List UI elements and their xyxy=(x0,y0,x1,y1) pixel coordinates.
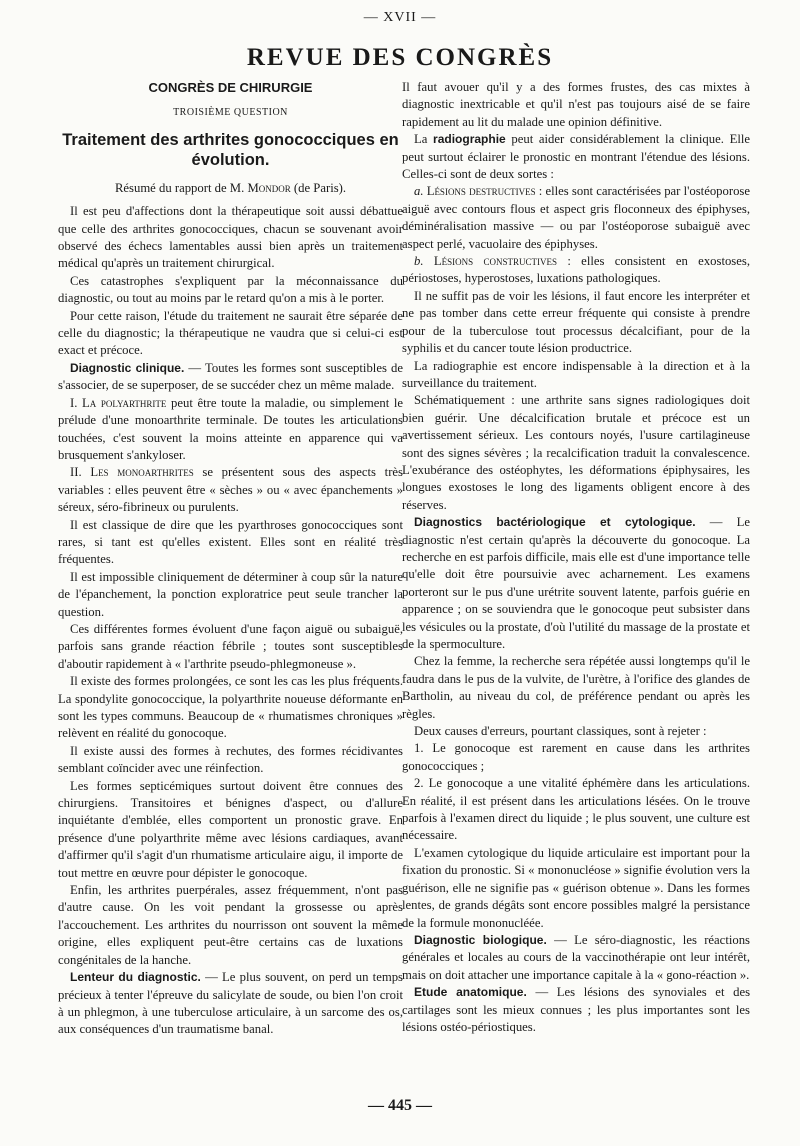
paragraph: La radiographie est encore indispensable à la direction et à la surveillance du traitement. xyxy=(402,358,750,390)
paragraph: Il est impossible cliniquement de déterminer à coup sûr la nature de l'épanchement, la ponction exploratrice peut seule trancher la question. xyxy=(58,569,403,619)
paragraph xyxy=(58,360,403,395)
summary-suffix: (de Paris). xyxy=(290,180,347,195)
small-caps-term: Lésions constructives xyxy=(433,254,557,269)
paragraph xyxy=(402,932,750,984)
paragraph: L'examen cytologique du liquide articulaire est important pour la fixation du pronostic. Si « mononucléose » signifie évolution vers la guérison, elle ne signifie pas « guérison obtenue ». Dans les formes lentes, de grands dégâts sont encore possibles malgré la persistance de la formule mononucléée. xyxy=(402,845,750,930)
paragraph xyxy=(58,395,403,465)
paragraph xyxy=(402,984,750,1036)
subheading: Lenteur du diagnostic. xyxy=(70,970,201,985)
paragraph xyxy=(402,253,750,288)
subheading: Diagnostic clinique. xyxy=(70,360,185,375)
article-title: Traitement des arthrites gonococciques en évolution. xyxy=(62,130,399,169)
small-caps-term: Lésions destructives xyxy=(426,184,536,199)
section-title: CONGRÈS DE CHIRURGIE xyxy=(148,80,313,95)
page-title: REVUE DES CONGRÈS xyxy=(246,44,554,71)
paragraph-num: II. xyxy=(70,465,91,480)
small-caps-term: La polyarthrite xyxy=(82,395,167,410)
paragraph: Il est classique de dire que les pyarthroses gonococciques sont rares, si tant est qu'elles existent. Elles sont en réalité très fréquentes. xyxy=(58,517,403,567)
paragraph-text: peut aider considérablement la clinique. Elle peut surtout éclairer le pronostic en montrant l'étendue des lésions. Celles-ci sont de deux sortes : xyxy=(402,132,750,182)
paragraph: Il existe aussi des formes à rechutes, des formes récidivantes semblant coïncider avec une réinfection. xyxy=(58,743,403,776)
question-subtitle: TROISIÈME QUESTION xyxy=(173,107,288,119)
paragraph: Ces différentes formes évoluent d'une façon aiguë ou subaiguë, parfois sans grande réaction fébrile ; toutes sont susceptibles d'aboutir rapidement à « l'arthrite pseudo-phlegmoneuse ». xyxy=(58,621,403,671)
paragraph xyxy=(402,514,750,653)
paragraph: Les formes septicémiques surtout doivent être connues des chirurgiens. Transitoires et bénignes d'aspect, ou d'allure inquiétante d'emblée, elles comportent un pronostic grave. En présence d'une polyarthrite même avec lésions cardiaques, avant d'affirmer qu'il s'agit d'un rhumatisme articulaire aigu, il importe de tout mettre en œuvre pour dépister le gonocoque. xyxy=(58,778,403,880)
paragraph: Il existe des formes prolongées, ce sont les cas les plus fréquents. La spondylite gonococcique, la polyarthrite noueuse déformante en sont les types communs. Beaucoup de « rhumatismes chroniques » relèvent en réalité du gonocoque. xyxy=(58,674,403,741)
right-column xyxy=(402,79,750,1036)
paragraph xyxy=(402,183,750,253)
paragraph: Il est peu d'affections dont la thérapeutique soit aussi débattue que celle des arthrites gonococciques, chacun se souvenant avoir observé des échecs lamentables aussi bien après un traitement médical qu'après un traitement chirurgical. xyxy=(58,204,403,271)
paragraph: Il faut avouer qu'il y a des formes frustes, des cas mixtes à diagnostic inextricable et qu'il n'est pas toujours aisé de se faire rapidement au lit du malade une opinion définitive. xyxy=(402,80,750,129)
paragraph-text: : elles consistent en exostoses, périostoses, hyperostoses, luxations pathologiques. xyxy=(402,254,750,286)
paragraph xyxy=(402,131,750,183)
paragraph-num: b. xyxy=(414,254,434,269)
paragraph-text: — Le plus souvent, on perd un temps précieux à tenter l'épreuve du salicylate de soude, ou bien l'on croit à un phlegmon, à une tuberculose articulaire, à un sarcome des os, aux conséquences d'un traumatisme banal. xyxy=(58,970,403,1037)
paragraph-text: peut être toute la maladie, ou simplement le prélude d'une monoarthrite terminale. De toutes les articulations touchées, c'est souvent la moins atteinte en apparence qui va brusquement s'ankyloser. xyxy=(58,395,403,462)
paragraph: Pour cette raison, l'étude du traitement ne saurait être séparée de celle du diagnostic; la thérapeutique ne vaudra que si celui-ci est exact et précoce. xyxy=(58,308,403,358)
paragraph-text: se présentent sous des aspects très variables : elles peuvent être « sèches » ou « avec épanchements » séreux, séro-fibrineux ou purulents. xyxy=(58,465,403,515)
subheading: Etude anatomique. xyxy=(414,985,527,1000)
paragraph-text: : elles sont caractérisées par l'ostéoporose aiguë avec contours flous et aspect gris floconneux des épiphyses, déminéralisation massive — ou par l'ostéoporose subaiguë avec aspect perlé, vacuolaire des épiphyses. xyxy=(402,184,750,251)
subheading: radiographie xyxy=(433,132,506,147)
paragraph: Chez la femme, la recherche sera répétée aussi longtemps qu'il le faudra dans le pus de la vulvite, de l'urètre, à l'orifice des glandes de Bartholin, au niveau du col, de préférence pendant ou après les règles. xyxy=(402,654,750,721)
paragraph-text: — Les lésions des synoviales et des cartilages sont les mieux connues ; les plus importantes sont les lésions ostéo-périostiques. xyxy=(402,985,751,1034)
paragraph xyxy=(58,464,403,516)
paragraph: 1. Le gonocoque est rarement en cause dans les arthrites gonococciques ; xyxy=(402,741,750,773)
paragraph-num: a. xyxy=(414,184,427,199)
paragraph xyxy=(58,969,403,1039)
roman-page-number: — XVII — xyxy=(363,10,437,25)
paragraph: Deux causes d'erreurs, pourtant classiques, sont à rejeter : xyxy=(414,724,707,739)
summary-line xyxy=(58,180,403,197)
page-number: — 445 — xyxy=(368,1097,432,1114)
paragraph-text: — Toutes les formes sont susceptibles de s'associer, de se superposer, de se succéder chez un même malade. xyxy=(58,360,403,393)
paragraph-text: — Le diagnostic n'est certain qu'après la découverte du gonocoque. La recherche en est parfois difficile, mais elle est d'une importance telle qu'elle doit être poursuivie avec acharnement. Les examens porteront sur le pus d'une urétrite souvent latente, parfois guérie en apparence ; on se souviendra que le gonocoque peut subsister dans les vésicules ou la prostate, d'où l'utilité du massage de la prostate et de la spermoculture. xyxy=(402,515,751,651)
paragraph: Il ne suffit pas de voir les lésions, il faut encore les interpréter et ne pas tomber dans cette erreur fréquente qui consiste à prendre pour de la tuberculose tout processus décalcifiant, pour de la syphilis et du cancer toute lésion productrice. xyxy=(402,288,750,356)
paragraph-num: I. xyxy=(70,395,82,410)
subheading: Diagnostics bactériologique et cytologique. xyxy=(414,515,696,530)
small-caps-term: Les monoarthrites xyxy=(90,465,194,480)
paragraph: Ces catastrophes s'expliquent par la méconnaissance du diagnostic, ou tout au moins par le retard qu'on a mis à le porter. xyxy=(58,273,403,306)
paragraph: 2. Le gonocoque a une vitalité éphémère dans les articulations. En réalité, il est présent dans les articulations lésées. On le trouve parfois à l'examen direct du liquide ; le plus souvent, une culture est nécessaire. xyxy=(402,776,750,843)
subheading: Diagnostic biologique. xyxy=(414,932,547,947)
left-column xyxy=(58,79,403,1039)
paragraph: Schématiquement : une arthrite sans signes radiologiques doit bien guérir. Une décalcification brutale et précoce est un avertissement sérieux. Les contours noyés, l'usure cartilagineuse sont des signes sévères ; la recalcification traduit la convalescence. L'exubérance des ostéophytes, les déformations épiphysaires, les longues exostoses le long des ligaments obligent encore à des réserves. xyxy=(402,393,750,512)
paragraph: Enfin, les arthrites puerpérales, assez fréquemment, n'ont pas d'autre cause. On les voit pendant la grossesse ou après l'accouchement. Les arthrites du nourrisson ont souvent la même origine, elles expliquent peut-être certains cas de luxations congénitales de la hanche. xyxy=(58,883,403,967)
paragraph-text: La xyxy=(414,132,434,147)
paragraph-text: — Le séro-diagnostic, les réactions générales et locales au cours de la vaccinothérapie ont leur intérêt, mais on doit attacher une importance capitale à la « gono-réaction ». xyxy=(402,932,750,982)
author-name: Mondor xyxy=(247,180,291,195)
summary-prefix: Résumé du rapport de M. xyxy=(114,180,248,195)
